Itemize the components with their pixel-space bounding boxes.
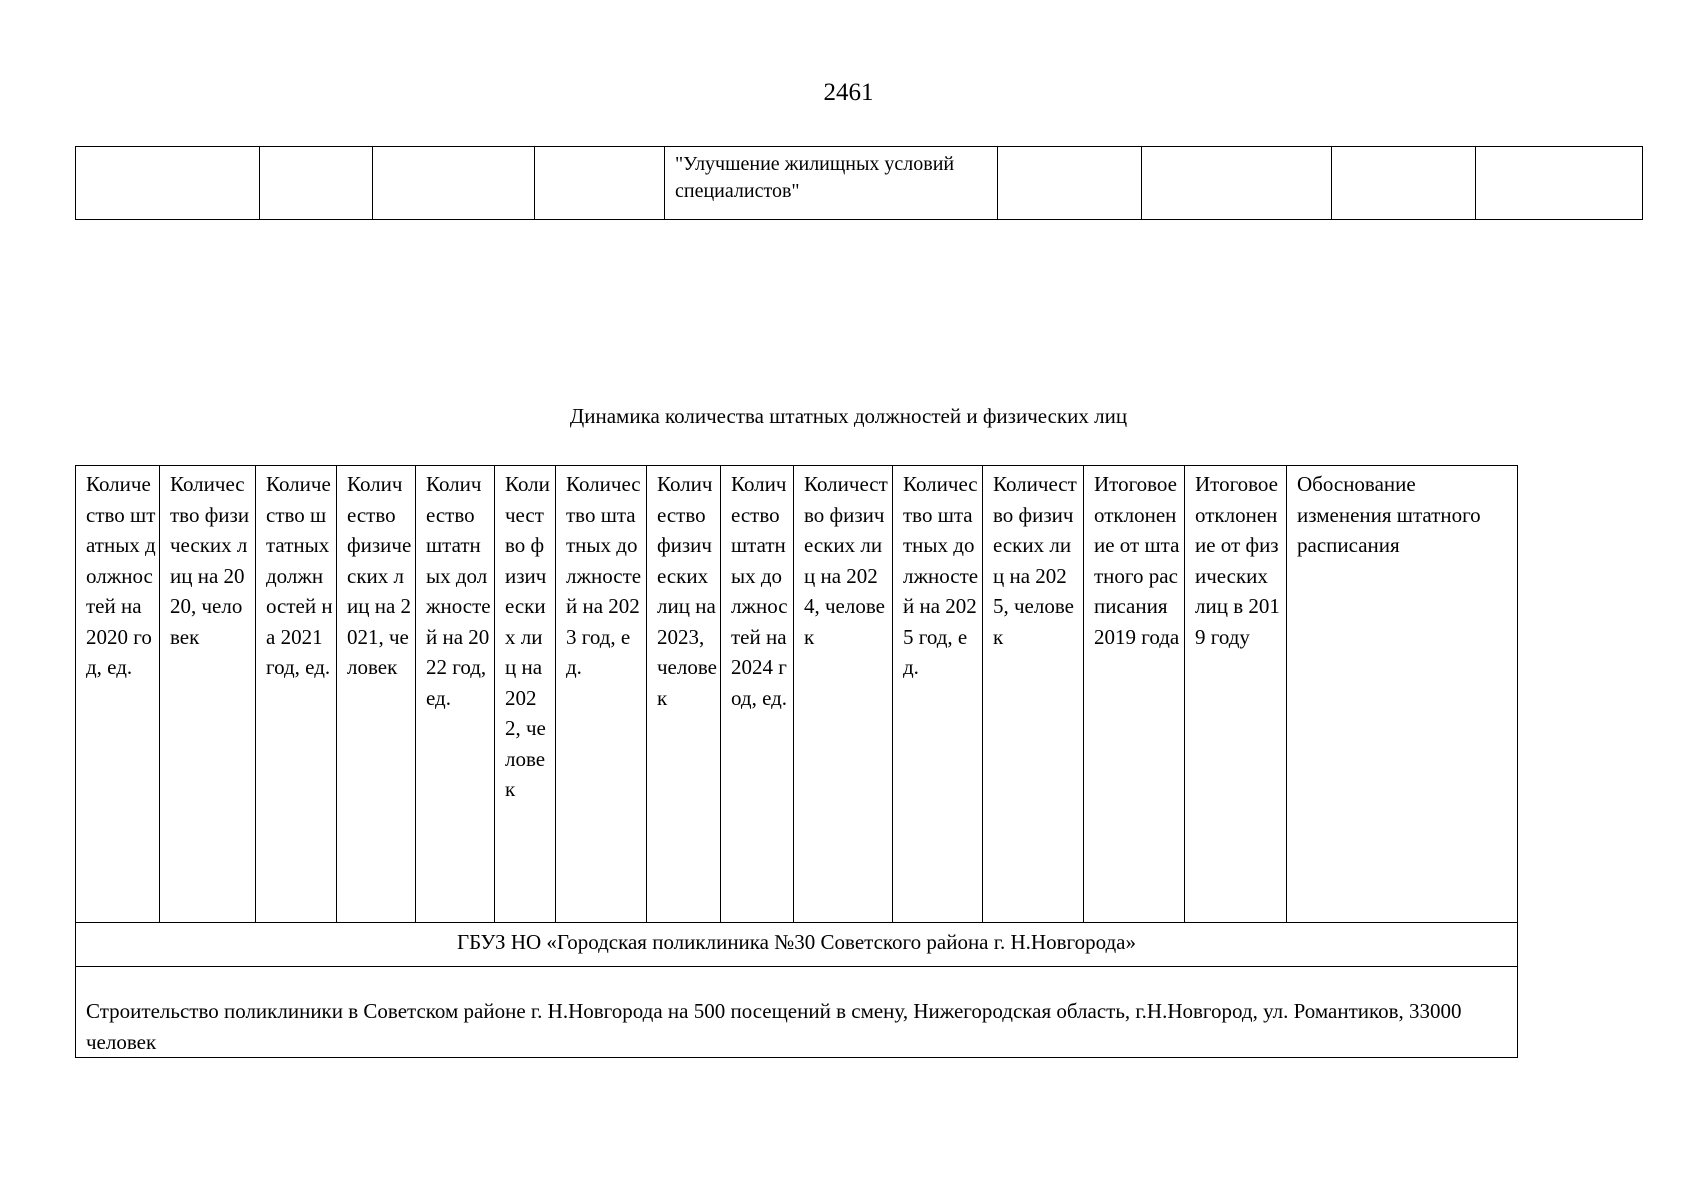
table-cell	[1476, 147, 1643, 220]
section-title: Динамика количества штатных должностей и физических лиц	[569, 404, 1128, 428]
header-row	[76, 466, 1518, 923]
column-header: Количество физических лиц на 2025, человек	[983, 466, 1084, 923]
organization-name: ГБУЗ НО «Городская поликлиника №30 Советского района г. Н.Новгорода»	[457, 930, 1136, 954]
project-row	[76, 967, 1518, 1058]
table-cell	[373, 147, 535, 220]
table-cell	[998, 147, 1142, 220]
column-header: Количество физических лиц на 2023, человек	[647, 466, 721, 923]
continuation-row	[76, 147, 1643, 220]
column-header: Количество штатных должностей на 2020 год, ед.	[76, 466, 160, 923]
column-header: Количество штатных должностей на 2021 год, ед.	[256, 466, 337, 923]
organization-cell	[76, 923, 1518, 967]
column-header: Итоговое отклонение от физических лиц в 2019 году	[1185, 466, 1287, 923]
activity-name: "Улучшение жилищных условий специалистов"	[675, 153, 955, 202]
organization-row	[76, 923, 1518, 967]
column-header: Количество штатных должностей на 2023 год, ед.	[556, 466, 647, 923]
table-cell	[1332, 147, 1476, 220]
column-header: Итоговое отклонение от штатного расписания 2019 года	[1084, 466, 1185, 923]
column-header: Количество физических лиц на 2020, человек	[160, 466, 256, 923]
column-header: Количество штатных должностей на 2024 год, ед.	[721, 466, 794, 923]
staffing-dynamics-table	[75, 465, 1518, 1058]
column-header: Количество физических лиц на 2022, человек	[495, 466, 556, 923]
column-header: Количество штатных должностей на 2022 год, ед.	[416, 466, 495, 923]
continuation-table	[75, 146, 1643, 220]
table-cell	[1142, 147, 1332, 220]
table-cell	[665, 147, 998, 220]
project-description: Строительство поликлиники в Советском районе г. Н.Новгорода на 500 посещений в смену, Нижегородская область, г.Н.Новгород, ул. Романтиков, 33000 человек	[86, 999, 1462, 1054]
column-header: Количество штатных должностей на 2025 год, ед.	[893, 466, 983, 923]
table-cell	[535, 147, 665, 220]
column-header: Количество физических лиц на 2024, человек	[794, 466, 893, 923]
page-number: 2461	[823, 79, 874, 106]
column-header: Количество физических лиц на 2021, человек	[337, 466, 416, 923]
table-cell	[260, 147, 373, 220]
column-header: Обоснование изменения штатного расписания	[1287, 466, 1518, 923]
table-cell	[76, 147, 260, 220]
project-cell	[76, 967, 1518, 1058]
